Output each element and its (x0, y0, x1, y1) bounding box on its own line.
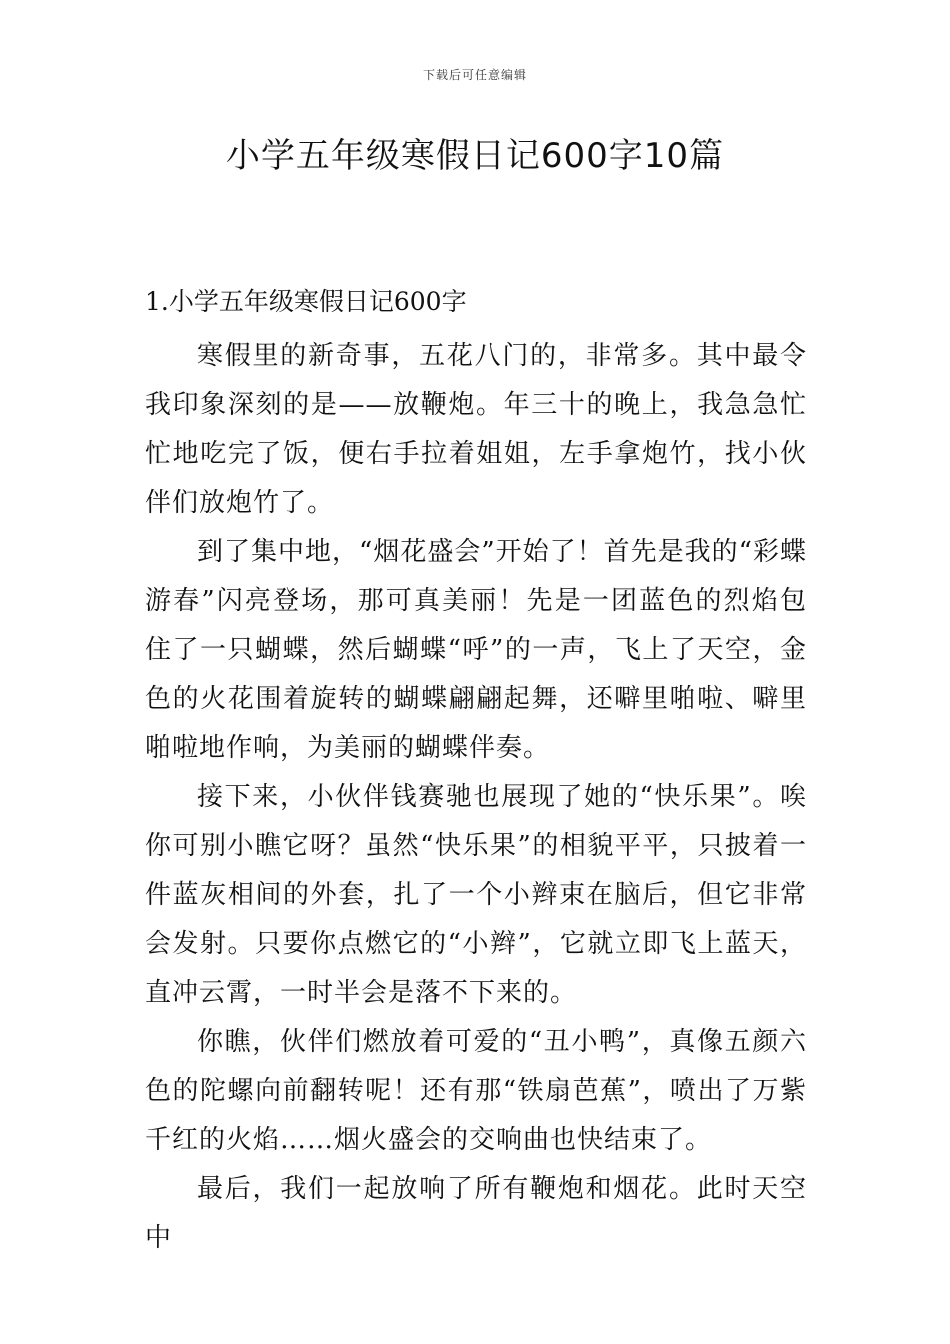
paragraph-2: 到了集中地，“烟花盛会”开始了！首先是我的“彩蝶游春”闪亮登场，那可真美丽！先是一团蓝色的烈焰包住了一只蝴蝶，然后蝴蝶“呼”的一声，飞上了天空，金色的火花围着旋转的蝴蝶翩翩起舞，还噼里啪啦、噼里啪啦地作响，为美丽的蝴蝶伴奏。 (145, 537, 807, 763)
document-title: 小学五年级寒假日记600字10篇 (225, 136, 725, 176)
section-heading: 1.小学五年级寒假日记600字 (145, 287, 467, 316)
paragraph-5: 最后，我们一起放响了所有鞭炮和烟花。此时天空中 (145, 1174, 807, 1253)
paragraph-4: 你瞧，伙伴们燃放着可爱的“丑小鸭”，真像五颜六色的陀螺向前翻转呢！还有那“铁扇芭蕉”，喷出了万紫千红的火焰……烟火盛会的交响曲也快结束了。 (145, 1027, 807, 1155)
paragraph-3: 接下来，小伙伴钱赛驰也展现了她的“快乐果”。唉你可别小瞧它呀？虽然“快乐果”的相貌平平，只披着一件蓝灰相间的外套，扎了一个小辫束在脑后，但它非常会发射。只要你点燃它的“小辫”，它就立即飞上蓝天，直冲云霄，一时半会是落不下来的。 (145, 782, 807, 1008)
header-note: 下载后可任意编辑 (422, 68, 527, 82)
article-body (145, 282, 807, 1263)
paragraph-1: 寒假里的新奇事，五花八门的，非常多。其中最令我印象深刻的是——放鞭炮。年三十的晚上，我急急忙忙地吃完了饭，便右手拉着姐姐，左手拿炮竹，找小伙伴们放炮竹了。 (145, 341, 807, 518)
